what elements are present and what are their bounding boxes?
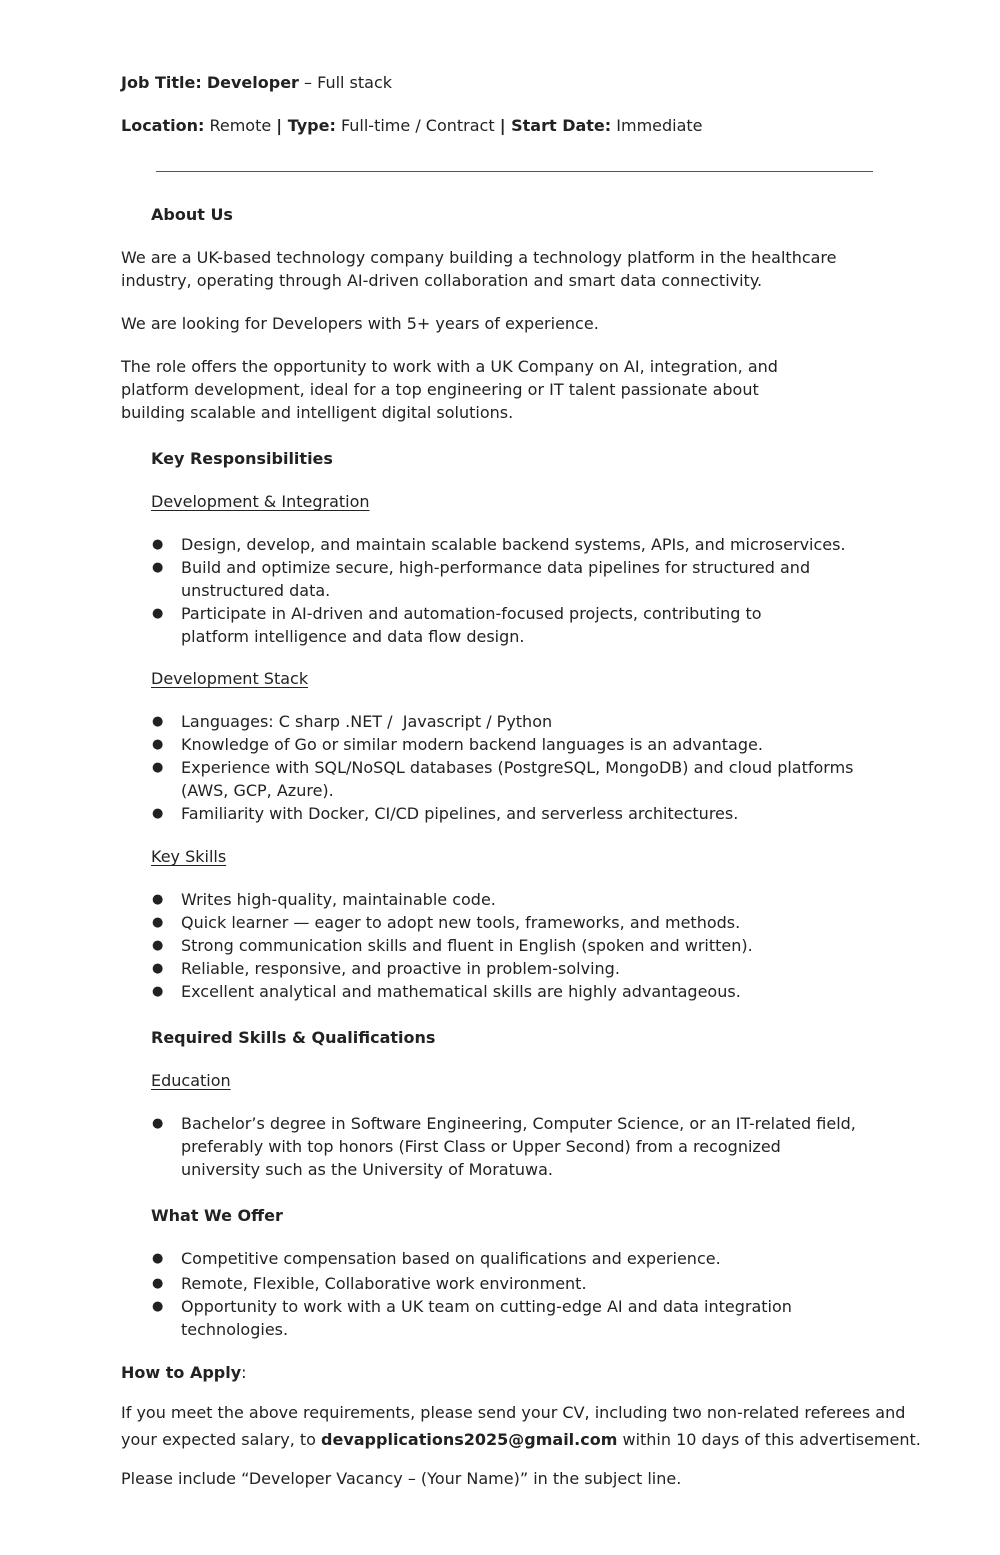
- about-paragraph-3: The role offers the opportunity to work with a UK Company on AI, integration, and platform development, ideal for a top engineering or IT talent passionate about building scalable and intelligent digital solutions.: [121, 357, 778, 422]
- start-date-value: Immediate: [611, 116, 703, 135]
- bullet-icon: ●: [152, 760, 164, 775]
- list-item-text: Reliable, responsive, and proactive in problem-solving.: [181, 959, 620, 978]
- bullet-icon: ●: [152, 606, 164, 621]
- horizontal-divider: [156, 171, 873, 172]
- list-item: [151, 980, 881, 1003]
- list-item-text: Knowledge of Go or similar modern backend languages is an advantage.: [181, 735, 763, 754]
- bullet-icon: ●: [152, 915, 164, 930]
- job-title-bold: Developer: [206, 73, 299, 92]
- list-item: [151, 888, 881, 911]
- meta-separator: |: [499, 116, 506, 135]
- about-heading: About Us: [151, 205, 233, 224]
- bullet-icon: ●: [152, 938, 164, 953]
- list-item: [151, 1247, 881, 1270]
- apply-text-after-email: within 10 days of this advertisement.: [617, 1430, 921, 1449]
- integration-subheading: Development & Integration: [151, 492, 370, 511]
- list-item-text: Languages: C sharp .NET / Javascript / Python: [181, 712, 553, 731]
- about-paragraph-1: We are a UK-based technology company building a technology platform in the healthcare industry, operating through AI-driven collaboration and smart data connectivity.: [121, 248, 837, 290]
- bullet-icon: ●: [152, 1116, 164, 1131]
- list-item: [151, 756, 881, 802]
- responsibilities-heading: Key Responsibilities: [151, 449, 333, 468]
- bullet-icon: ●: [152, 560, 164, 575]
- bullet-icon: ●: [152, 1251, 164, 1266]
- job-title-line: [121, 71, 392, 94]
- type-value: Full-time / Contract: [335, 116, 500, 135]
- list-item: [151, 957, 881, 980]
- subject-line-note: Please include “Developer Vacancy – (Your Name)” in the subject line.: [121, 1469, 682, 1488]
- list-item: [151, 911, 881, 934]
- apply-email: devapplications2025@gmail.com: [321, 1430, 618, 1449]
- apply-heading-line: [121, 1361, 247, 1384]
- bullet-icon: ●: [152, 1276, 164, 1291]
- list-item: [151, 934, 881, 957]
- list-item-text: Quick learner — eager to adopt new tools, frameworks, and methods.: [181, 913, 741, 932]
- location-label: Location:: [121, 116, 205, 135]
- bullet-icon: ●: [152, 892, 164, 907]
- apply-instructions-line-1: If you meet the above requirements, please send your CV, including two non-related referees and: [121, 1403, 906, 1422]
- education-list: [151, 1112, 881, 1181]
- list-item-text: Participate in AI-driven and automation-focused projects, contributing to platform intelligence and data flow design.: [181, 604, 762, 646]
- bullet-icon: ●: [152, 1299, 164, 1314]
- apply-instructions-line-2: [121, 1428, 921, 1451]
- list-item-text: Build and optimize secure, high-performance data pipelines for structured and unstructured data.: [181, 558, 811, 600]
- list-item: [151, 1272, 881, 1295]
- list-item-text: Excellent analytical and mathematical skills are highly advantageous.: [181, 982, 741, 1001]
- bullet-icon: ●: [152, 961, 164, 976]
- list-item: [151, 802, 881, 825]
- job-meta-line: [121, 114, 703, 137]
- apply-heading-colon: :: [241, 1363, 247, 1382]
- bullet-icon: ●: [152, 737, 164, 752]
- list-item: [151, 1295, 881, 1341]
- list-item-text: Experience with SQL/NoSQL databases (PostgreSQL, MongoDB) and cloud platforms (AWS, GCP, Azure).: [181, 758, 854, 800]
- list-item-text: Familiarity with Docker, CI/CD pipelines, and serverless architectures.: [181, 804, 739, 823]
- list-item: [151, 710, 881, 733]
- list-item-text: Remote, Flexible, Collaborative work environment.: [181, 1274, 587, 1293]
- stack-subheading: Development Stack: [151, 669, 309, 688]
- stack-list: [151, 710, 881, 825]
- skills-subheading: Key Skills: [151, 847, 227, 866]
- job-title-label: Job Title:: [121, 73, 202, 92]
- type-label: Type:: [282, 116, 336, 135]
- job-title-rest: – Full stack: [298, 73, 393, 92]
- offer-heading: What We Offer: [151, 1206, 283, 1225]
- list-item: [151, 733, 881, 756]
- qualifications-heading: Required Skills & Qualifications: [151, 1028, 436, 1047]
- list-item: [151, 1112, 881, 1181]
- about-paragraph-2: We are looking for Developers with 5+ years of experience.: [121, 314, 599, 333]
- list-item-text: Bachelor’s degree in Software Engineering, Computer Science, or an IT-related field, preferably with top honors (First Class or Upper Second) from a recognized university such as the University of Moratuwa.: [181, 1114, 856, 1179]
- education-subheading: Education: [151, 1071, 231, 1090]
- integration-list: [151, 533, 881, 648]
- location-value: Remote: [204, 116, 277, 135]
- list-item-text: Design, develop, and maintain scalable backend systems, APIs, and microservices.: [181, 535, 846, 554]
- list-item: [151, 602, 881, 648]
- list-item: [151, 556, 881, 602]
- list-item-text: Strong communication skills and fluent in English (spoken and written).: [181, 936, 753, 955]
- apply-heading: How to Apply: [121, 1363, 242, 1382]
- list-item-text: Writes high-quality, maintainable code.: [181, 890, 496, 909]
- meta-separator: |: [276, 116, 283, 135]
- skills-list: [151, 888, 881, 1003]
- offer-list: [151, 1247, 881, 1341]
- bullet-icon: ●: [152, 806, 164, 821]
- list-item: [151, 533, 881, 556]
- apply-text-before-email: your expected salary, to: [121, 1430, 322, 1449]
- start-date-label: Start Date:: [505, 116, 612, 135]
- list-item-text: Opportunity to work with a UK team on cutting-edge AI and data integration technologies.: [181, 1297, 792, 1339]
- list-item-text: Competitive compensation based on qualifications and experience.: [181, 1249, 721, 1268]
- bullet-icon: ●: [152, 984, 164, 999]
- bullet-icon: ●: [152, 537, 164, 552]
- bullet-icon: ●: [152, 714, 164, 729]
